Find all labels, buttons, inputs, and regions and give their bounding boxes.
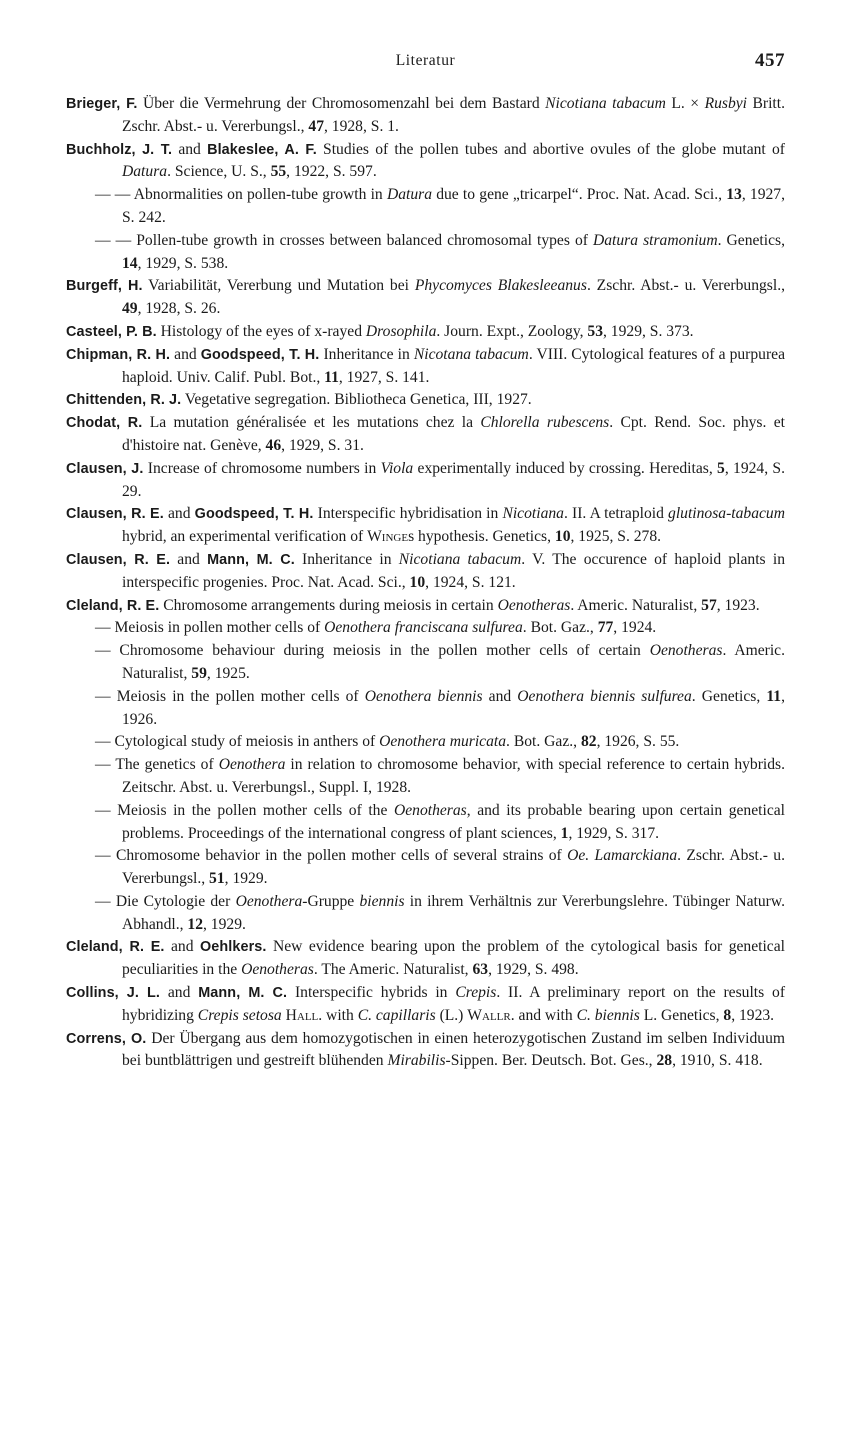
citation-text: , 1928, S. 1. bbox=[323, 117, 399, 135]
citation-text: in ihrem Verhältnis zur Vererbungslehre. Tübinger Naturw. Abhandl., bbox=[122, 892, 786, 933]
volume-number: 49 bbox=[122, 300, 138, 318]
citation-text: La mutation généralisée et les mutations chez la bbox=[142, 414, 481, 432]
author-name: Cleland, R. E. bbox=[66, 597, 160, 614]
reference-entry bbox=[66, 731, 785, 754]
volume-number: 55 bbox=[270, 163, 287, 181]
citation-text: Britt. Zschr. Abst.- u. Vererbungsl., bbox=[122, 95, 785, 135]
author-name: Collins, J. L. bbox=[66, 985, 161, 1002]
italic-text: Mirabilis bbox=[387, 1052, 446, 1070]
italic-text: glutinosa-tabacum bbox=[668, 505, 785, 523]
italic-text: Oenotheras bbox=[497, 596, 571, 614]
reference-entry bbox=[66, 595, 785, 618]
citation-text: . Bot. Gaz., bbox=[522, 619, 598, 637]
citation-text: , 1929. bbox=[203, 915, 246, 933]
volume-number: 11 bbox=[766, 687, 782, 705]
citation-text: (L.) bbox=[435, 1006, 468, 1024]
citation-text: . Cpt. Rend. Soc. phys. et d'histoire nat. Genève, bbox=[122, 414, 785, 454]
reference-list bbox=[66, 93, 785, 1073]
volume-number: 77 bbox=[597, 619, 614, 637]
citation-text: Vegetative segregation. Bibliotheca Genetica, III, 1927. bbox=[181, 391, 532, 409]
volume-number: 14 bbox=[122, 254, 138, 272]
volume-number: 11 bbox=[324, 368, 339, 386]
citation-text: , and its probable bearing upon certain genetical problems. Proceedings of the international congress of plant sciences, bbox=[122, 801, 785, 842]
citation-text: , 1929, S. 317. bbox=[568, 824, 660, 842]
citation-text: , 1925. bbox=[206, 664, 250, 682]
citation-text: , 1929, S. 31. bbox=[281, 436, 364, 454]
italic-text: Nicotiana tabacum bbox=[398, 550, 522, 568]
author-name: Goodspeed, T. H. bbox=[200, 346, 320, 363]
italic-text: Datura bbox=[386, 186, 432, 204]
volume-number: 8 bbox=[723, 1006, 732, 1024]
citation-text: and bbox=[170, 345, 201, 363]
citation-text: Studies of the pollen tubes and abortive ovules of the globe mutant of bbox=[316, 140, 785, 158]
citation-text: Histology of the eyes of x-rayed bbox=[156, 322, 366, 340]
italic-text: Nicotiana bbox=[502, 505, 564, 523]
volume-number: 63 bbox=[472, 961, 489, 979]
reference-entry bbox=[66, 412, 785, 458]
italic-text: Oenotheras bbox=[649, 642, 723, 660]
citation-text: , 1910, S. 418. bbox=[672, 1052, 763, 1070]
italic-text: Oenothera bbox=[218, 756, 286, 774]
page-number: 457 bbox=[755, 50, 785, 71]
italic-text: Viola bbox=[380, 459, 414, 477]
citation-text: L. × bbox=[665, 95, 705, 112]
citation-text: , 1923. bbox=[716, 596, 760, 614]
italic-text: Rusbyi bbox=[704, 95, 748, 112]
volume-number: 51 bbox=[209, 870, 225, 888]
reference-entry bbox=[66, 617, 785, 640]
citation-text: — Cytological study of meiosis in anthers of bbox=[95, 733, 380, 751]
reference-entry bbox=[66, 845, 785, 891]
italic-text: Oe. Lamarckiana bbox=[567, 847, 678, 865]
volume-number: 5 bbox=[717, 459, 725, 477]
citation-text: — Chromosome behaviour during meiosis in the pollen mother cells of certain bbox=[95, 642, 650, 660]
citation-text: . Genetics, bbox=[717, 231, 785, 249]
citation-text: and bbox=[170, 550, 208, 568]
citation-text: Inheritance in bbox=[319, 345, 414, 363]
citation-text: . VIII. Cytological features of a purpurea haploid. Univ. Calif. Publ. Bot., bbox=[122, 345, 785, 386]
reference-entry bbox=[66, 1028, 785, 1074]
italic-text: Nicotiana tabacum bbox=[545, 95, 666, 112]
volume-number: 13 bbox=[726, 186, 742, 204]
reference-entry bbox=[66, 891, 785, 937]
citation-text: . Science, U. S., bbox=[167, 163, 271, 181]
author-name: Oehlkers. bbox=[199, 939, 267, 956]
citation-text: — Die Cytologie der bbox=[95, 892, 236, 910]
author-name: Clausen, J. bbox=[66, 460, 144, 477]
italic-text: Crepis bbox=[455, 984, 497, 1002]
citation-text: , 1924, S. 29. bbox=[122, 459, 785, 500]
reference-entry bbox=[66, 800, 785, 846]
citation-text: , 1924, S. 121. bbox=[425, 573, 516, 591]
citation-text: , 1929, S. 373. bbox=[603, 322, 694, 340]
author-name: Casteel, P. B. bbox=[66, 323, 157, 340]
citation-text: L. Genetics, bbox=[639, 1006, 724, 1024]
italic-text: Oenothera biennis bbox=[364, 687, 483, 705]
italic-text: Drosophila bbox=[365, 322, 437, 340]
citation-text: , 1922, S. 597. bbox=[286, 163, 377, 181]
reference-entry bbox=[66, 754, 785, 800]
author-name: Cleland, R. E. bbox=[66, 939, 165, 956]
citation-text: and bbox=[163, 505, 195, 523]
small-caps-text: Wallr. bbox=[467, 1006, 515, 1024]
reference-entry bbox=[66, 982, 785, 1028]
citation-text: . Genetics, bbox=[691, 687, 767, 705]
author-name: Correns, O. bbox=[66, 1030, 147, 1047]
citation-text: — Meiosis in the pollen mother cells of the bbox=[95, 801, 394, 819]
author-name: Mann, M. C. bbox=[198, 985, 288, 1002]
volume-number: 59 bbox=[191, 664, 207, 682]
italic-text: Oenothera muricata bbox=[379, 733, 507, 751]
citation-text: , 1923. bbox=[731, 1006, 775, 1024]
author-name: Buchholz, J. T. bbox=[66, 141, 173, 158]
citation-text: — Chromosome behavior in the pollen mother cells of several strains of bbox=[95, 847, 568, 865]
citation-text: s hypothesis. Genetics, bbox=[408, 528, 555, 546]
small-caps-text: Hall. bbox=[285, 1006, 323, 1024]
running-title: Literatur bbox=[395, 52, 456, 69]
italic-text: biennis bbox=[359, 892, 405, 910]
volume-number: 12 bbox=[187, 915, 203, 933]
citation-text: due to gene „tricarpel“. Proc. Nat. Acad. Sci., bbox=[432, 186, 727, 204]
author-name: Chipman, R. H. bbox=[66, 346, 171, 363]
citation-text: and bbox=[172, 140, 208, 158]
italic-text: Datura bbox=[122, 163, 168, 181]
citation-text: — — Pollen-tube growth in crosses between balanced chromosomal types of bbox=[95, 231, 593, 249]
author-name: Brieger, F. bbox=[66, 96, 138, 112]
reference-entry bbox=[66, 230, 785, 276]
citation-text: and bbox=[164, 938, 200, 956]
citation-text: hybrid, an experimental verification of bbox=[122, 528, 368, 546]
italic-text: Datura stramonium bbox=[592, 231, 718, 249]
citation-text: Increase of chromosome numbers in bbox=[143, 459, 381, 477]
italic-text: Oenotheras bbox=[241, 961, 314, 979]
author-name: Mann, M. C. bbox=[207, 551, 295, 568]
reference-entry bbox=[66, 344, 785, 390]
citation-text: Interspecific hybridisation in bbox=[313, 505, 503, 523]
reference-entry bbox=[66, 184, 785, 230]
citation-text: Chromosome arrangements during meiosis in certain bbox=[159, 596, 498, 614]
citation-text: . The Americ. Naturalist, bbox=[313, 961, 473, 979]
citation-text: , 1929, S. 538. bbox=[137, 254, 229, 272]
author-name: Clausen, R. E. bbox=[66, 506, 164, 523]
volume-number: 28 bbox=[656, 1052, 673, 1070]
citation-text: experimentally induced by crossing. Hereditas, bbox=[413, 459, 718, 477]
italic-text: Chlorella rubescens bbox=[480, 414, 610, 432]
citation-text: . Americ. Naturalist, bbox=[570, 596, 702, 614]
citation-text: . Zschr. Abst.- u. Vererbungsl., bbox=[122, 847, 785, 888]
citation-text: and with bbox=[514, 1006, 577, 1024]
citation-text: Über die Vermehrung der Chromosomenzahl bei dem Bastard bbox=[137, 95, 546, 112]
reference-entry bbox=[66, 321, 785, 344]
author-name: Goodspeed, T. H. bbox=[194, 506, 314, 523]
citation-text: Variabilität, Vererbung und Mutation bei bbox=[142, 277, 415, 295]
citation-text: . Zschr. Abst.- u. Vererbungsl., bbox=[586, 277, 785, 295]
citation-text: — The genetics of bbox=[95, 756, 219, 774]
citation-text: . V. The occurence of haploid plants in interspecific progenies. Proc. Nat. Acad. Sci., bbox=[122, 550, 785, 591]
italic-text: Crepis setosa bbox=[197, 1006, 282, 1024]
citation-text: Interspecific hybrids in bbox=[287, 984, 456, 1002]
citation-text: , 1926. bbox=[122, 687, 785, 728]
volume-number: 57 bbox=[701, 596, 717, 614]
reference-entry bbox=[66, 686, 785, 732]
citation-text: . Bot. Gaz., bbox=[506, 733, 581, 751]
citation-text: , 1928, S. 26. bbox=[137, 300, 221, 318]
volume-number: 82 bbox=[580, 733, 597, 751]
reference-entry bbox=[66, 503, 785, 549]
citation-text: . Journ. Expt., Zoology, bbox=[436, 322, 588, 340]
citation-text: , 1924. bbox=[613, 619, 657, 637]
reference-entry bbox=[66, 458, 785, 504]
citation-text: , 1927, S. 242. bbox=[122, 186, 786, 226]
citation-text: , 1929, S. 498. bbox=[488, 961, 579, 979]
italic-text: Phycomyces Blakesleeanus bbox=[414, 277, 587, 295]
author-name: Burgeff, H. bbox=[66, 278, 143, 295]
italic-text: Oenothera franciscana sulfurea bbox=[324, 619, 523, 637]
citation-text: Der Übergang aus dem homozygotischen in einen heterozygotischen Zustand im selben Individuum bei buntblättrigen und gestreift blühenden bbox=[122, 1029, 785, 1070]
reference-entry bbox=[66, 936, 785, 982]
reference-entry bbox=[66, 389, 785, 412]
reference-entry bbox=[66, 275, 785, 321]
author-name: Clausen, R. E. bbox=[66, 551, 171, 568]
author-name: Chittenden, R. J. bbox=[66, 392, 182, 409]
citation-text: with bbox=[322, 1006, 358, 1024]
volume-number: 10 bbox=[554, 528, 571, 546]
page-header bbox=[66, 50, 785, 74]
volume-number: 10 bbox=[409, 573, 426, 591]
italic-text: Oenotheras bbox=[393, 801, 467, 819]
volume-number: 53 bbox=[587, 322, 603, 340]
citation-text: New evidence bearing upon the problem of the cytological basis for genetical peculiarities in the bbox=[122, 938, 785, 979]
citation-text: in relation to chromosome behavior, with special reference to certain hybrids. Zeitschr. Abst. u. Vererbungsl., Suppl. I, 1928. bbox=[122, 756, 786, 796]
italic-text: C. biennis bbox=[576, 1006, 640, 1024]
citation-text: , 1929. bbox=[224, 870, 268, 888]
reference-entry bbox=[66, 640, 785, 686]
author-name: Blakeslee, A. F. bbox=[207, 141, 317, 158]
reference-entry bbox=[66, 549, 785, 595]
citation-text: . II. A tetraploid bbox=[563, 505, 669, 523]
citation-text: and bbox=[160, 984, 199, 1002]
author-name: Chodat, R. bbox=[66, 415, 143, 432]
italic-text: Oenothera biennis sulfurea bbox=[517, 687, 692, 705]
citation-text: . II. A preliminary report on the results of hybridizing bbox=[122, 984, 786, 1024]
citation-text: , 1926, S. 55. bbox=[596, 733, 680, 751]
citation-text: — Meiosis in the pollen mother cells of bbox=[95, 687, 365, 705]
italic-text: Nicotana tabacum bbox=[413, 345, 529, 363]
citation-text: , 1925, S. 278. bbox=[570, 528, 662, 546]
citation-text: -Sippen. Ber. Deutsch. Bot. Ges., bbox=[445, 1052, 657, 1070]
italic-text: Oenothera bbox=[235, 892, 303, 910]
citation-text: — Meiosis in pollen mother cells of bbox=[95, 619, 325, 637]
citation-text: , 1927, S. 141. bbox=[338, 368, 430, 386]
volume-number: 47 bbox=[308, 117, 324, 135]
volume-number: 46 bbox=[265, 436, 282, 454]
citation-text: Inheritance in bbox=[294, 550, 399, 568]
reference-entry bbox=[66, 139, 785, 185]
reference-entry bbox=[66, 93, 785, 139]
citation-text: and bbox=[482, 687, 518, 705]
small-caps-text: Winge bbox=[367, 528, 409, 546]
citation-text: — — Abnormalities on pollen-tube growth in bbox=[95, 186, 387, 204]
citation-text: . Americ. Naturalist, bbox=[122, 642, 786, 682]
volume-number: 1 bbox=[560, 824, 569, 842]
citation-text: -Gruppe bbox=[302, 892, 360, 910]
italic-text: C. capillaris bbox=[357, 1006, 436, 1024]
